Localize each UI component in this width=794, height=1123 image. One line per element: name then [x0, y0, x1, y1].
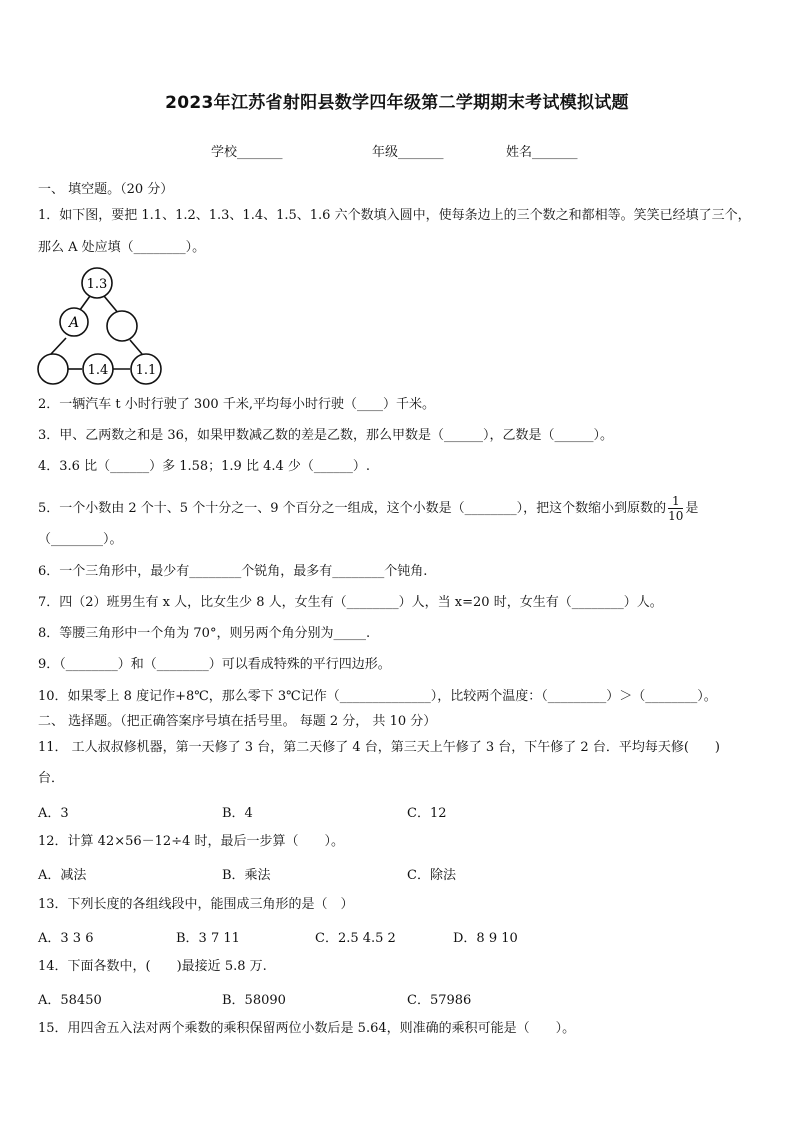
question-12: 12．计算 42×56－12÷4 时，最后一步算（ ）。: [38, 834, 344, 849]
question-10: 10．如果零上 8 度记作+8℃，那么零下 3℃记作（______________），比较两个温度：（_________）＞（________）。: [38, 689, 717, 704]
question-5-line-2: （________）。: [38, 532, 123, 547]
fraction-one-tenth: [668, 494, 683, 523]
question-13-option-a: A．3 3 6: [38, 931, 94, 946]
fraction-numerator: 1: [668, 494, 683, 509]
question-12-option-b: B．乘法: [222, 868, 271, 883]
question-5-text: 5．一个小数由 2 个十、5 个十分之一、9 个百分之一组成，这个小数是（________），把这个数缩小到原数的: [38, 501, 667, 516]
circle-top-label: 1.3: [86, 277, 108, 292]
circle-bottom-left: [38, 354, 68, 384]
question-9: 9．（________）和（________）可以看成特殊的平行四边形。: [38, 657, 391, 672]
question-5-line-1: [38, 494, 758, 523]
question-13-option-d: D．8 9 10: [453, 931, 518, 946]
question-13: 13．下列长度的各组线段中，能围成三角形的是（ ）: [38, 897, 354, 912]
name-field: 姓名_______: [506, 145, 578, 160]
question-11-line-1: 11． 工人叔叔修机器，第一天修了 3 台，第二天修了 4 台，第三天上午修了 3 台，下午修了 2 台．平均每天修( ): [38, 740, 720, 755]
page-title: 2023年江苏省射阳县数学四年级第二学期期末考试模拟试题: [165, 93, 629, 113]
question-1-line-2: 那么 A 处应填（________）。: [38, 240, 206, 255]
question-11-option-c: C．12: [407, 806, 447, 821]
question-3: 3．甲、乙两数之和是 36，如果甲数减乙数的差是乙数，那么甲数是（______），乙数是（______）。: [38, 428, 613, 443]
question-14: 14．下面各数中，( )最接近 5.8 万.: [38, 959, 267, 974]
circle-bottom-right-label: 1.1: [135, 363, 157, 378]
section-2-heading: 二、 选择题。（把正确答案序号填在括号里。 每题 2 分， 共 10 分）: [38, 714, 437, 729]
question-1-line-1: 1．如下图，要把 1.1、1.2、1.3、1.4、1.5、1.6 六个数填入圆中，使每条边上的三个数之和都相等。笑笑已经填了三个，: [38, 208, 751, 223]
school-field: 学校_______: [211, 145, 283, 160]
question-4: 4．3.6 比（______）多 1.58；1.9 比 4.4 少（______）.: [38, 459, 371, 474]
question-7: 7．四（2）班男生有 x 人，比女生少 8 人，女生有（________）人，当 x=20 时，女生有（________）人。: [38, 595, 663, 610]
question-12-option-c: C．除法: [407, 868, 456, 883]
section-1-heading: 一、 填空题。（20 分）: [38, 182, 174, 197]
question-14-option-a: A．58450: [38, 993, 102, 1008]
circle-mid-right: [107, 311, 137, 341]
fraction-denominator: 10: [668, 509, 684, 523]
question-12-option-a: A．减法: [38, 868, 87, 883]
circle-bottom-mid-label: 1.4: [87, 363, 109, 378]
grade-field: 年级_______: [372, 145, 444, 160]
question-14-option-b: B．58090: [222, 993, 286, 1008]
question-11-option-b: B．4: [222, 806, 253, 821]
triangle-circle-diagram: [36, 266, 164, 386]
question-11-line-2: 台．: [38, 771, 65, 786]
circle-mid-left-label: A: [68, 315, 80, 331]
question-2: 2．一辆汽车 t 小时行驶了 300 千米,平均每小时行驶（____）千米。: [38, 397, 435, 412]
question-13-option-b: B．3 7 11: [176, 931, 240, 946]
question-11-option-a: A．3: [38, 806, 69, 821]
question-13-option-c: C．2.5 4.5 2: [315, 931, 396, 946]
question-15: 15．用四舍五入法对两个乘数的乘积保留两位小数后是 5.64，则准确的乘积可能是（ ）。: [38, 1021, 576, 1036]
question-5-end: 是: [685, 501, 699, 516]
question-14-option-c: C．57986: [407, 993, 472, 1008]
question-6: 6．一个三角形中，最少有________个锐角，最多有________个钝角.: [38, 564, 428, 579]
question-8: 8．等腰三角形中一个角为 70°，则另两个角分别为_____.: [38, 626, 371, 641]
